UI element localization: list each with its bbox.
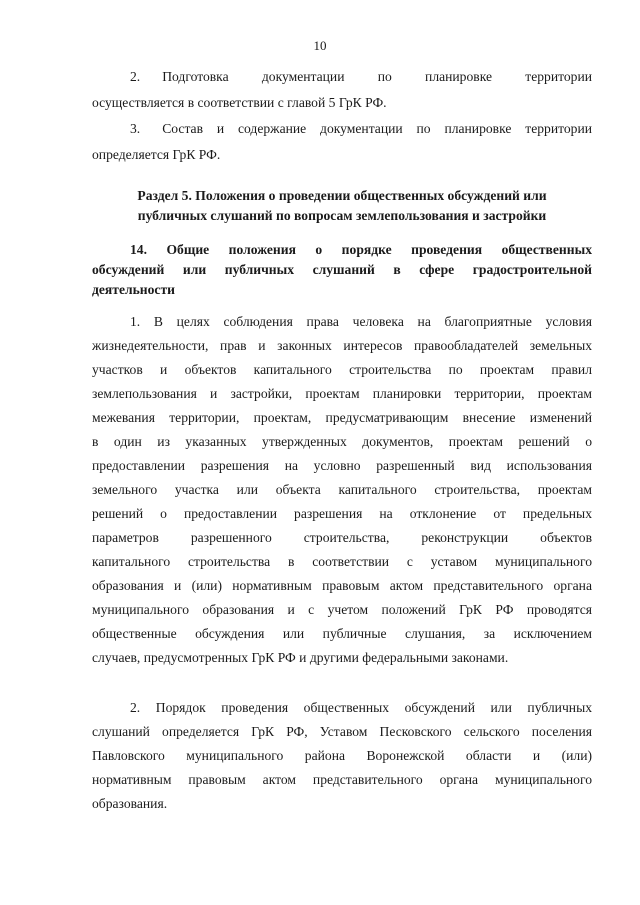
article-title-line: деятельности (92, 282, 175, 297)
paragraph-line: 2. Порядок проведения общественных обсуждений или публичных (130, 700, 592, 715)
section-title-line: публичных слушаний по вопросам землепользования и застройки (137, 208, 547, 223)
paragraph-1 (92, 310, 592, 670)
paragraph-line: межевания территории, проектам, предусматривающим внесение изменений (92, 410, 592, 425)
list-item-3 (92, 116, 592, 168)
paragraph-2 (92, 696, 592, 816)
paragraph-line: предоставлении разрешения на условно разрешенный вид использования (92, 458, 592, 473)
list-item-2 (92, 64, 592, 116)
section-heading (92, 186, 592, 226)
paragraph-line: в один из указанных утвержденных документов, проектам решений о (92, 434, 592, 449)
paragraph-line: решений о предоставлении разрешения на отклонение от предельных (92, 506, 592, 521)
item-text: Состав и содержание документации по планировке территории (162, 121, 592, 136)
item-text-continued: осуществляется в соответствии с главой 5 ГрК РФ. (92, 95, 387, 110)
paragraph-line: участков и объектов капитального строительства по проектам правил (92, 362, 592, 377)
paragraph-line: образования. (92, 796, 168, 811)
article-title-line: обсуждений или публичных слушаний в сфере градостроительной (92, 262, 592, 277)
section-title-line: Раздел 5. Положения о проведении общественных обсуждений или (137, 188, 547, 203)
item-text: Подготовка документации по планировке территории (162, 69, 592, 84)
item-number: 3. (130, 121, 141, 136)
article-heading (92, 240, 592, 300)
paragraph-line: общественные обсуждения или публичные слушания, за исключением (92, 626, 592, 641)
paragraph-line: параметров разрешенного строительства, реконструкции объектов (92, 530, 592, 545)
paragraph-line: Павловского муниципального района Воронежской области и (или) (92, 748, 592, 763)
page-number: 10 (313, 38, 327, 53)
item-number: 2. (130, 69, 141, 84)
paragraph-line: жизнедеятельности, прав и законных интересов правообладателей земельных (92, 338, 592, 353)
paragraph-line: земельного участка или объекта капитального строительства, проектам (92, 482, 592, 497)
paragraph-line: муниципального образования и с учетом положений ГрК РФ проводятся (92, 602, 592, 617)
paragraph-line: слушаний определяется ГрК РФ, Уставом Песковского сельского поселения (92, 724, 592, 739)
item-text-continued: определяется ГрК РФ. (92, 147, 221, 162)
paragraph-line: нормативным правовым актом представительного органа муниципального (92, 772, 592, 787)
paragraph-line: образования и (или) нормативным правовым актом представительного органа (92, 578, 592, 593)
paragraph-line: 1. В целях соблюдения права человека на благоприятные условия (130, 314, 592, 329)
paragraph-line: капитального строительства в соответствии с уставом муниципального (92, 554, 592, 569)
paragraph-line: землепользования и застройки, проектам планировки территории, проектам (92, 386, 592, 401)
article-title-line: 14. Общие положения о порядке проведения общественных (130, 242, 592, 257)
paragraph-line: случаев, предусмотренных ГрК РФ и другими федеральными законами. (92, 650, 509, 665)
